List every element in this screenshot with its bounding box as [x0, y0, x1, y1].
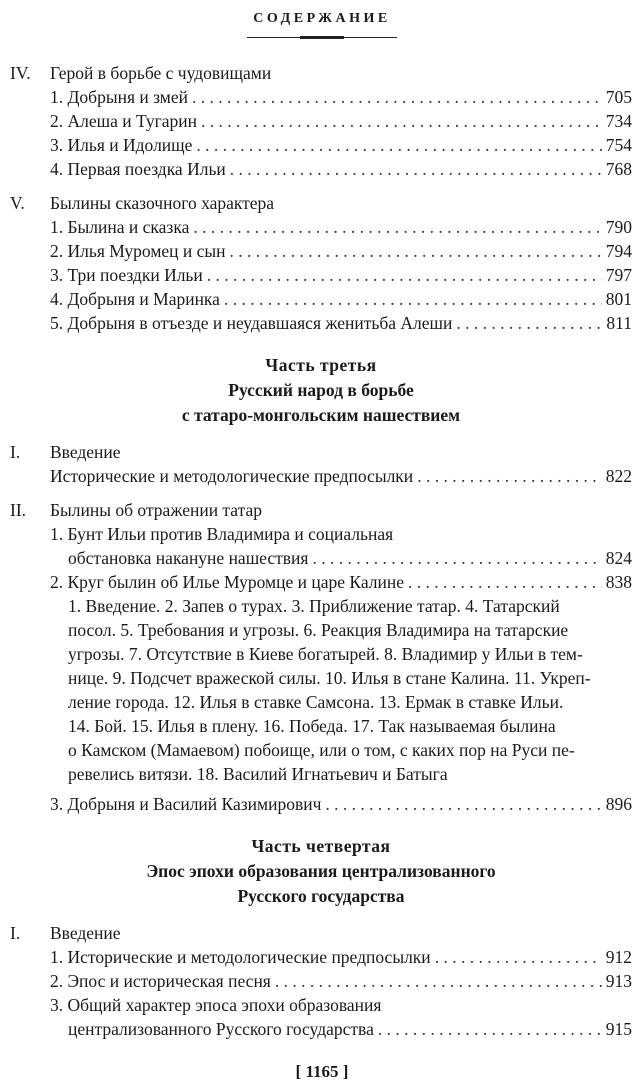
toc-entry[interactable] — [10, 263, 632, 287]
page-number: [ 1165 ] — [295, 1062, 349, 1081]
entry-label: 1. Добрыня и змей — [50, 87, 189, 107]
entry-line — [50, 546, 632, 570]
table-of-contents — [10, 61, 632, 1051]
entry-label: Исторические и методологические предпосылки — [50, 466, 414, 486]
section-title: Былины сказочного характера — [50, 193, 275, 213]
subtopics-line: нице. 9. Подсчет вражеской силы. 10. Илья в стане Калина. 11. Укреп- — [68, 668, 591, 688]
part-three-heading — [10, 353, 632, 428]
subtopics-line: о Камском (Мамаевом) побоище, или о том, с каких пор на Руси пе- — [68, 740, 575, 760]
toc-entry[interactable] — [10, 945, 632, 969]
subtopics-paragraph — [10, 594, 632, 786]
part-name: Часть четвертая — [251, 836, 391, 856]
entry-label: 3. Три поездки Ильи — [50, 265, 203, 285]
dot-leader — [193, 215, 601, 239]
entry-label: 1. Былина и сказка — [50, 217, 190, 237]
section-heading — [10, 61, 632, 85]
part-title-line: Русского государства — [237, 886, 405, 906]
toc-entry[interactable] — [10, 792, 632, 816]
entry-label-cont: централизованного Русского государства — [68, 1019, 374, 1039]
section-title: Былины об отражении татар — [50, 500, 262, 520]
entry-page: 705 — [605, 87, 632, 107]
entry-label: 1. Бунт Ильи против Владимира и социальная — [50, 524, 394, 544]
entry-label: 2. Эпос и историческая песня — [50, 971, 271, 991]
dot-leader — [230, 157, 602, 181]
part-name: Часть третья — [265, 355, 377, 375]
entry-page: 734 — [605, 111, 632, 131]
section-number: V. — [10, 193, 25, 213]
entry-label: 5. Добрыня в отъезде и неудавшаяся женитьба Алеши — [50, 313, 453, 333]
entry-page: 811 — [606, 313, 632, 333]
entry-page: 822 — [605, 466, 632, 486]
dot-leader — [201, 109, 602, 133]
section-title: Введение — [50, 442, 121, 462]
section-heading — [10, 921, 632, 945]
entry-page: 912 — [605, 947, 632, 967]
entry-label: 4. Добрыня и Маринка — [50, 289, 220, 309]
entry-label: 3. Добрыня и Василий Казимирович — [50, 794, 322, 814]
entry-label: 2. Илья Муромец и сын — [50, 241, 226, 261]
entry-label-cont: обстановка накануне нашествия — [68, 548, 309, 568]
section-heading — [10, 498, 632, 522]
subtopics-line: ление города. 12. Илья в ставке Самсона. 13. Ермак в ставке Ильи. — [68, 692, 564, 712]
page-header — [0, 10, 644, 39]
section-number: I. — [10, 442, 21, 462]
entry-page: 797 — [605, 265, 632, 285]
dot-leader — [230, 239, 602, 263]
entry-page: 915 — [605, 1019, 632, 1039]
toc-entry[interactable] — [10, 133, 632, 157]
subtopics-line: 14. Бой. 15. Илья в плену. 16. Победа. 17. Так называемая былина — [68, 716, 556, 736]
part-title-line: Русский народ в борьбе — [228, 380, 414, 400]
toc-entry[interactable] — [10, 464, 632, 488]
section-v — [10, 191, 632, 335]
dot-leader — [196, 133, 601, 157]
toc-entry[interactable] — [10, 522, 632, 570]
part4-section-i — [10, 921, 632, 1041]
section-number: I. — [10, 923, 21, 943]
header-ornament-rule — [247, 36, 397, 39]
toc-entry[interactable] — [10, 85, 632, 109]
subtopics-line: 1. Введение. 2. Запев о турах. 3. Приближение татар. 4. Татарский — [68, 596, 560, 616]
dot-leader — [192, 85, 602, 109]
section-heading — [10, 440, 632, 464]
toc-entry[interactable] — [10, 287, 632, 311]
subtopics-line: посол. 5. Требования и угрозы. 6. Реакция Владимира на татарские — [68, 620, 569, 640]
dot-leader — [224, 287, 602, 311]
toc-entry[interactable] — [10, 157, 632, 181]
entry-page: 754 — [605, 135, 632, 155]
section-number: IV. — [10, 63, 31, 83]
entry-page: 838 — [605, 572, 632, 592]
toc-entry[interactable] — [10, 239, 632, 263]
entry-line — [50, 1017, 632, 1041]
dot-leader — [325, 792, 601, 816]
dot-leader — [417, 464, 602, 488]
entry-label: 3. Илья и Идолище — [50, 135, 193, 155]
entry-page: 794 — [605, 241, 632, 261]
subtopics-line: ревелись витязи. 18. Василий Игнатьевич и Батыга — [68, 764, 448, 784]
toc-entry[interactable] — [10, 215, 632, 239]
toc-entry[interactable] — [10, 570, 632, 594]
section-heading — [10, 191, 632, 215]
dot-leader — [435, 945, 602, 969]
entry-label: 1. Исторические и методологические предпосылки — [50, 947, 431, 967]
dot-leader — [312, 546, 601, 570]
entry-page: 768 — [605, 159, 632, 179]
entry-page: 801 — [605, 289, 632, 309]
part-title-line: с татаро-монгольским нашествием — [181, 405, 461, 425]
toc-entry[interactable] — [10, 993, 632, 1041]
header-title: СОДЕРЖАНИЕ — [253, 11, 391, 26]
dot-leader — [378, 1017, 602, 1041]
entry-line — [50, 993, 632, 1017]
dot-leader — [408, 570, 602, 594]
part-title-line: Эпос эпохи образования централизованного — [146, 861, 496, 881]
entry-page: 913 — [605, 971, 632, 991]
section-title: Введение — [50, 923, 121, 943]
entry-label: 2. Круг былин об Илье Муромце и царе Калине — [50, 572, 404, 592]
section-title: Герой в борьбе с чудовищами — [50, 63, 272, 83]
section-iv — [10, 61, 632, 181]
toc-entry[interactable] — [10, 311, 632, 335]
entry-line — [50, 522, 632, 546]
dot-leader — [456, 311, 602, 335]
dot-leader — [275, 969, 602, 993]
entry-page: 896 — [605, 794, 632, 814]
section-number: II. — [10, 500, 27, 520]
part-four-heading — [10, 834, 632, 909]
toc-entry[interactable] — [10, 109, 632, 133]
subtopics-line: угрозы. 7. Отсутствие в Киеве богатырей. 8. Владимир у Ильи в тем- — [68, 644, 583, 664]
entry-label: 2. Алеша и Тугарин — [50, 111, 197, 131]
entry-label: 4. Первая поездка Ильи — [50, 159, 226, 179]
entry-page: 790 — [605, 217, 632, 237]
dot-leader — [207, 263, 602, 287]
toc-entry[interactable] — [10, 969, 632, 993]
entry-label: 3. Общий характер эпоса эпохи образования — [50, 995, 382, 1015]
entry-page: 824 — [605, 548, 632, 568]
part3-section-ii — [10, 498, 632, 816]
part3-section-i — [10, 440, 632, 488]
